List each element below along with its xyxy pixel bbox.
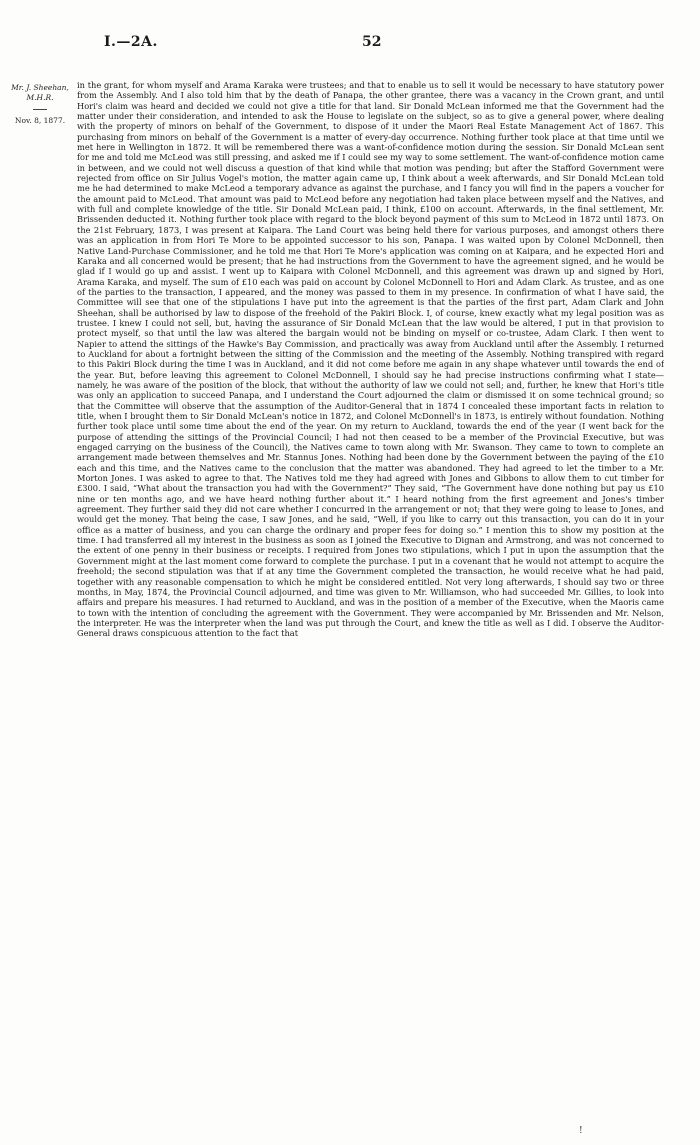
body-text bbox=[77, 80, 664, 1120]
page-header bbox=[0, 34, 700, 54]
margin-divider bbox=[33, 109, 47, 110]
document-reference: I.—2A. bbox=[104, 34, 158, 50]
page-number: 52 bbox=[362, 34, 382, 50]
footer-mark: ! bbox=[579, 1126, 583, 1136]
testimony-date: Nov. 8, 1877. bbox=[14, 115, 66, 125]
margin-note bbox=[10, 83, 70, 126]
speaker-title: M.H.R. bbox=[26, 93, 54, 103]
body-paragraph: in the grant, for whom myself and Arama Karaka were trustees; and that to enable us to sell it would be necessary to have statutory power from the Assembly. And I also told him that by the death of Panapa, the other grantee, there was a vacancy in the Crown grant, and until Hori's claim was heard and decided we could not give a title for that land. Sir Donald McLean informed me that the Government had the matter under their consideration, and intended to ask the House to legislate on the subject, so as to give a general power, where dealing with the property of minors on behalf of the Government, to dispose of it under the Maori Real Estate Management Act of 1867. This purchasing from minors on behalf of the Government is a matter of every-day occurrence. Nothing further took place at that time until we met here in Wellington in 1872. It will be remembered there was a want-of-confidence motion during the session. Sir Donald McLean sent for me and told me McLeod was still pressing, and asked me if I could see my way to some settlement. The want-of-confidence motion came in between, and we could not well discuss a question of that kind while that motion was pending; but after the Stafford Government were rejected from office on Sir Julius Vogel's motion, the matter again came up, I think about a week afterwards, and Sir Donald McLean told me he had determined to make McLeod a temporary advance as against the purchase, and I fancy you will find in the papers a voucher for the amount paid to McLeod. That amount was paid to McLeod before any negotiation had taken place between myself and the Natives, and with full and complete knowledge of the title. Sir Donald McLean paid, I think, £100 on account. Afterwards, in the final settlement, Mr. Brissenden deducted it. Nothing further took place with regard to the block beyond payment of this sum to McLeod in 1872 until 1873. On the 21st February, 1873, I was present at Kaipara. The Land Court was being held there for various purposes, and amongst others there was an application in from Hori Te More to be appointed successor to his son, Panapa. I was waited upon by Colonel McDonnell, then Native Land-Purchase Commissioner, and he told me that Hori Te More's application was coming on at Kaipara, and he expected Hori and Karaka and all concerned would be present; that he had instructions from the Government to have the agreement signed, and he would be glad if I would go up and assist. I went up to Kaipara with Colonel McDonnell, and this agreement was drawn up and signed by Hori, Arama Karaka, and myself. The sum of £10 each was paid on account by Colonel McDonnell to Hori and Adam Clark. As trustee, and as one of the parties to the transaction, I appeared, and the money was passed to them in my presence. In confirmation of what I have said, the Committee will see that one of the stipulations I have put into the agreement is that the parties of the first part, Adam Clark and John Sheehan, shall be authorised by law to dispose of the freehold of the Pakiri Block. I, of course, knew exactly what my legal position was as trustee. I knew I could not sell, but, having the assurance of Sir Donald McLean that the law would be altered, I put in that provision to protect myself, so that until the law was altered the bargain would not be binding on myself or co-trustee, Adam Clark. I then went to Napier to attend the sittings of the Hawke's Bay Commission, and practically was away from Auckland until after the Assembly. I returned to Auckland for about a fortnight between the sitting of the Commission and the meeting of the Assembly. Nothing transpired with regard to this Pakiri Block during the time I was in Auckland, and it did not come before me again in any shape whatever until towards the end of the year. But, before leaving this agreement to Colonel McDonnell, I should say he had precise instructions confirming what I state—namely, he was aware of the position of the block, that without the authority of law we could not sell; and, further, he knew that Hori's title was only an application to succeed Panapa, and I understand the Court adjourned the claim or dismissed it on some technical ground; so that the Committee will observe that the assumption of the Auditor-General that in 1874 I concealed these important facts in relation to title, when I brought them to Sir Donald McLean's notice in 1872, and Colonel McDonnell's in 1873, is entirely without foundation. Nothing further took place until some time about the end of the year. On my return to Auckland, towards the end of the year (I went back for the purpose of attending the sittings of the Provincial Council; I had not then ceased to be a member of the Provincial Executive, but was engaged carrying on the business of the Council), the Natives came to town along with Mr. Swanson. They came to town to complete an arrangement made between themselves and Mr. Stannus Jones. Nothing had been done by the Government between the paying of the £10 each and this time, and the Natives came to the conclusion that the matter was abandoned. They had agreed to let the timber to a Mr. Morton Jones. I was asked to agree to that. The Natives told me they had agreed with Jones and Gibbons to allow them to cut timber for £300. I said, “What about the transaction you had with the Government?” They said, “The Government have done nothing but pay us £10 nine or ten months ago, and we have heard nothing further about it.” I heard nothing from the first agreement and Jones's timber agreement. They further said they did not care whether I concurred in the arrangement or not; that they were going to lease to Jones, and would get the money. That being the case, I saw Jones, and he said, “Well, if you like to carry out this transaction, you can do it in your office as a matter of business, and you can charge the ordinary and proper fees for doing so.” I mention this to show my position at the time. I had transferred all my interest in the business as soon as I joined the Executive to Dignan and Armstrong, and was not concerned to the extent of one penny in their business or receipts. I required from Jones two stipulations, which I put in upon the assumption that the Government might at the last moment come forward to complete the purchase. I put in a covenant that he would not attempt to acquire the freehold; the second stipulation was that if at any time the Government completed the transaction, he would receive what he had paid, together with any reasonable compensation to which he might be considered entitled. Not very long afterwards, I should say two or three months, in May, 1874, the Provincial Council adjourned, and time was given to Mr. Williamson, who had succeeded Mr. Gillies, to look into affairs and prepare his measures. I had returned to Auckland, and was in the position of a member of the Executive, when the Maoris came to town with the intention of concluding the agreement with the Government. They were accompanied by Mr. Brissenden and Mr. Nelson, the interpreter. He was the interpreter when the land was put through the Court, and knew the title as well as I did. I observe the Auditor-General draws conspicuous attention to the fact that bbox=[77, 80, 664, 639]
speaker-name: Mr. J. Sheehan, bbox=[11, 83, 69, 92]
